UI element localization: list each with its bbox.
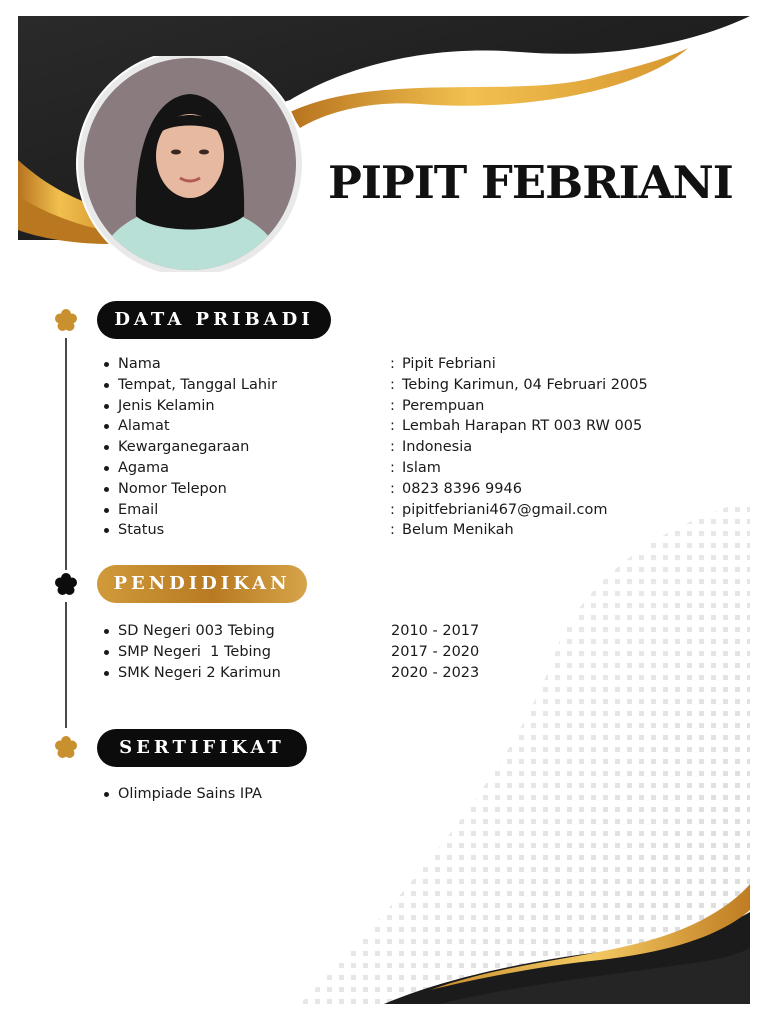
bullet-dot <box>104 671 109 676</box>
section-heading-sertifikat: SERTIFIKAT <box>97 729 307 767</box>
list-item: Status : Belum Menikah <box>100 520 660 541</box>
bullet-dot <box>104 362 109 367</box>
bullet-dot <box>104 487 109 492</box>
timeline-line <box>65 338 67 570</box>
flower-icon <box>54 308 78 332</box>
flower-icon <box>54 572 78 596</box>
halftone-dots <box>300 500 750 1004</box>
profile-photo <box>74 56 306 272</box>
bullet-dot <box>104 404 109 409</box>
bullet-dot <box>104 508 109 513</box>
certificate-list <box>100 784 400 805</box>
timeline-line <box>65 602 67 728</box>
list-item: Tempat, Tanggal Lahir : Tebing Karimun, 04 Februari 2005 <box>100 375 660 396</box>
list-item: Alamat : Lembah Harapan RT 003 RW 005 <box>100 416 660 437</box>
section-heading-data-pribadi: DATA PRIBADI <box>97 301 331 339</box>
full-name-title: PIPIT FEBRIANI <box>328 156 733 209</box>
list-item: Olimpiade Sains IPA <box>100 784 400 805</box>
list-item: SD Negeri 003 Tebing 2010 - 2017 <box>100 621 560 642</box>
list-item: Agama : Islam <box>100 458 660 479</box>
education-list <box>100 621 560 683</box>
bullet-dot <box>104 528 109 533</box>
personal-data-list <box>100 354 660 541</box>
list-item: Nomor Telepon : 0823 8396 9946 <box>100 479 660 500</box>
bullet-dot <box>104 650 109 655</box>
bullet-dot <box>104 424 109 429</box>
bullet-dot <box>104 629 109 634</box>
list-item: Email : pipitfebriani467@gmail.com <box>100 500 660 521</box>
list-item: SMP Negeri 1 Tebing 2017 - 2020 <box>100 642 560 663</box>
section-heading-pendidikan: PENDIDIKAN <box>97 565 307 603</box>
bullet-dot <box>104 445 109 450</box>
list-item: SMK Negeri 2 Karimun 2020 - 2023 <box>100 663 560 684</box>
list-item: Nama : Pipit Febriani <box>100 354 660 375</box>
flower-icon <box>54 735 78 759</box>
bullet-dot <box>104 792 109 797</box>
bullet-dot <box>104 383 109 388</box>
list-item: Kewarganegaraan : Indonesia <box>100 437 660 458</box>
bullet-dot <box>104 466 109 471</box>
list-item: Jenis Kelamin : Perempuan <box>100 396 660 417</box>
